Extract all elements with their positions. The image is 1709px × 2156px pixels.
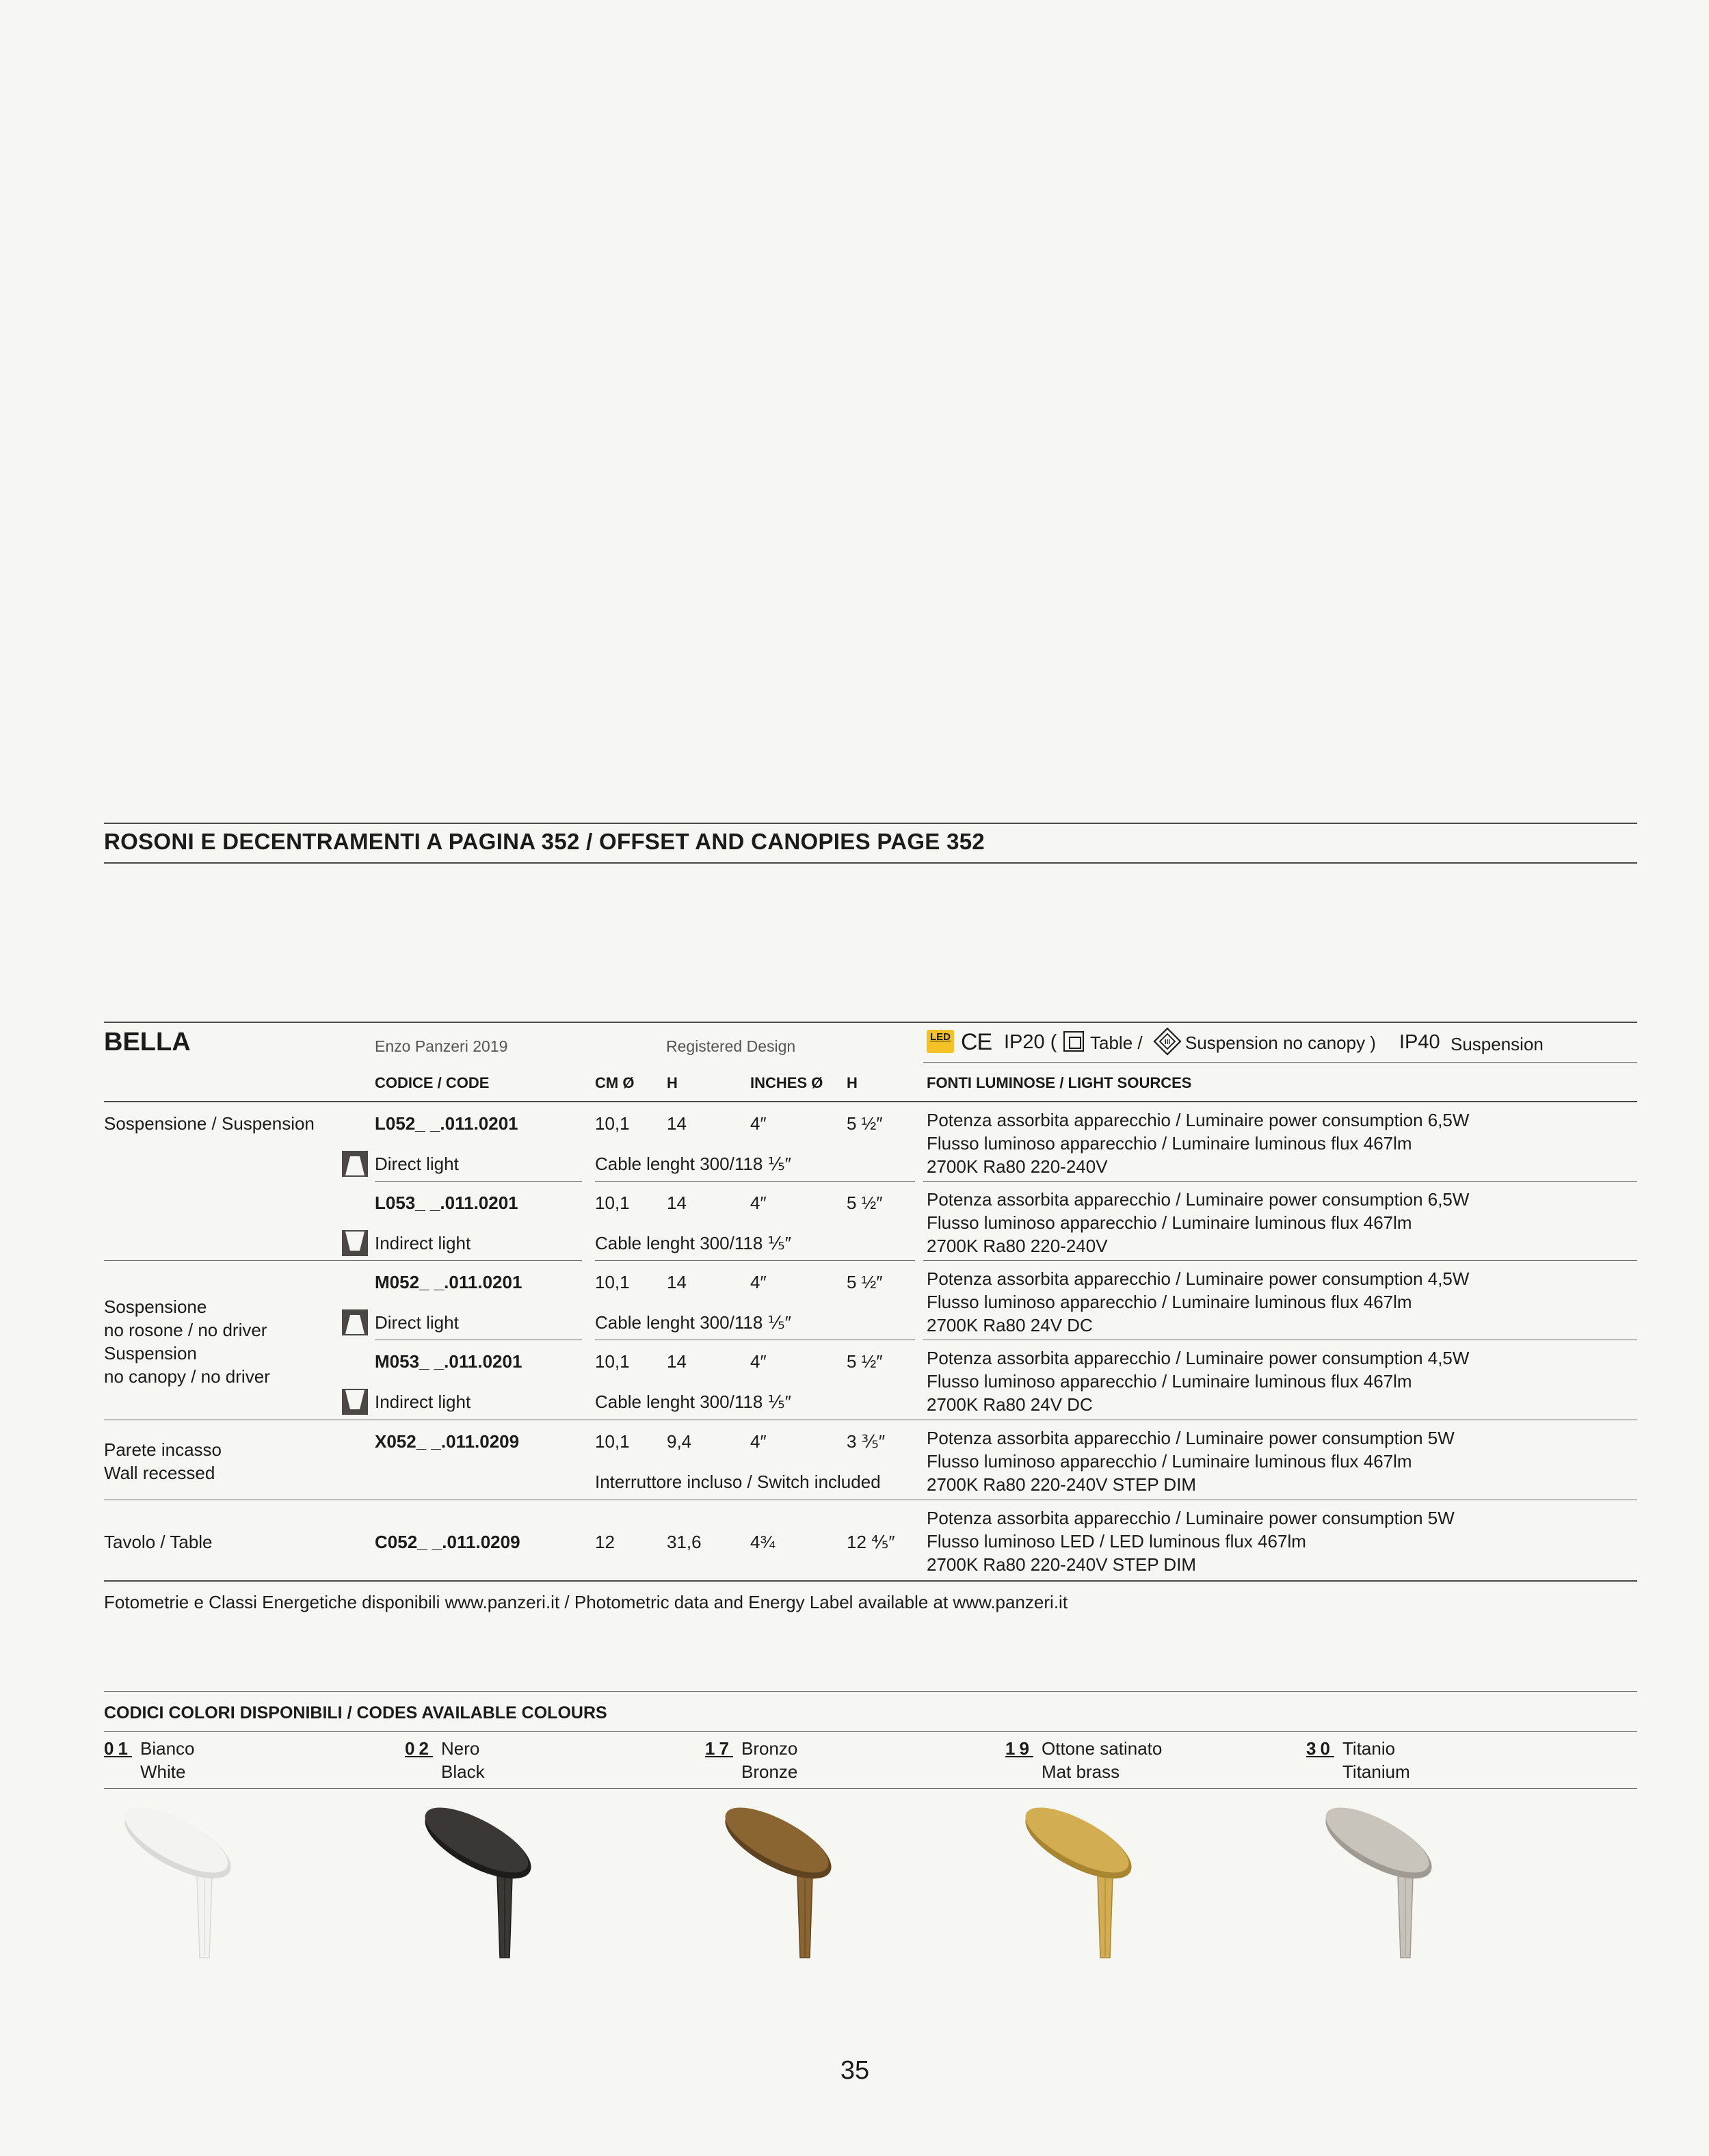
colour-name-brass: Ottone satinato Mat brass [1042, 1738, 1163, 1782]
registered-design: Registered Design [666, 1037, 796, 1055]
colour-code-titanium: 30 [1306, 1738, 1334, 1759]
light-source-info: Potenza assorbita apparecchio / Luminaire power consumption 5W Flusso luminoso LED / LED luminous flux 467lm 2700K Ra80 220-240V STEP DIM [927, 1508, 1455, 1575]
divider [923, 1260, 1637, 1261]
light-source-info: Potenza assorbita apparecchio / Luminaire power consumption 6,5W Flusso luminoso apparecchio / Luminaire luminous flux 467lm 2700K Ra80 220-240V [927, 1189, 1470, 1256]
colours-title: CODICI COLORI DISPONIBILI / CODES AVAILABLE COLOURS [104, 1703, 607, 1722]
h-value: 14 [667, 1272, 687, 1292]
colour-code-black: 02 [405, 1738, 433, 1759]
cm-value: 10,1 [595, 1431, 630, 1452]
inches-value: 4″ [750, 1351, 767, 1372]
product-name: BELLA [104, 1028, 191, 1056]
cable-note: Cable lenght 300/118 ⅕″ [595, 1392, 791, 1412]
divider [104, 1101, 1637, 1102]
divider [104, 1788, 1637, 1789]
page-number: 35 [840, 2056, 870, 2085]
divider [375, 1181, 582, 1182]
cm-value: 10,1 [595, 1193, 630, 1213]
ip40-suspension-label: Suspension [1450, 1034, 1544, 1054]
col-code: CODICE / CODE [375, 1074, 490, 1091]
light-source-info: Potenza assorbita apparecchio / Luminaire power consumption 6,5W Flusso luminoso apparecchio / Luminaire luminous flux 467lm 2700K Ra80 220-240V [927, 1110, 1470, 1177]
class-ii-icon [1063, 1031, 1084, 1052]
group-suspension-no-canopy: Sospensione no rosone / no driver Suspension no canopy / no driver [104, 1296, 270, 1387]
ce-mark: CE [961, 1029, 992, 1055]
cm-value: 10,1 [595, 1272, 630, 1292]
h-inches-value: 5 ½″ [847, 1351, 883, 1372]
cm-value: 12 [595, 1532, 615, 1552]
product-code: X052_ _.011.0209 [375, 1431, 520, 1452]
divider [923, 1181, 1637, 1182]
h-inches-value: 5 ½″ [847, 1113, 883, 1134]
group-table: Tavolo / Table [104, 1532, 213, 1552]
cable-note: Cable lenght 300/118 ⅕″ [595, 1312, 791, 1333]
divider [104, 1691, 1637, 1692]
colour-name-black: Nero Black [441, 1738, 485, 1782]
colour-name-titanium: Titanio Titanium [1342, 1738, 1410, 1782]
light-type: Direct light [375, 1154, 459, 1174]
lamp-swatch-titanium [1310, 1795, 1447, 1959]
group-wall-recessed: Parete incasso Wall recessed [104, 1439, 222, 1483]
h-value: 14 [667, 1193, 687, 1213]
divider [595, 1181, 915, 1182]
indirect-light-icon [342, 1230, 368, 1256]
col-light-sources: FONTI LUMINOSE / LIGHT SOURCES [927, 1074, 1192, 1091]
h-inches-value: 3 ⅗″ [847, 1431, 886, 1452]
inches-value: 4″ [750, 1272, 767, 1292]
direct-light-icon [342, 1151, 368, 1177]
divider [104, 1022, 1637, 1023]
group-suspension: Sospensione / Suspension [104, 1113, 315, 1134]
h-value: 9,4 [667, 1431, 692, 1452]
light-source-info: Potenza assorbita apparecchio / Luminaire power consumption 5W Flusso luminoso apparecchio / Luminaire luminous flux 467lm 2700K Ra80 220-240V STEP DIM [927, 1428, 1455, 1495]
inches-value: 4¾ [750, 1532, 776, 1552]
colour-code-white: 01 [104, 1738, 132, 1759]
inches-value: 4″ [750, 1113, 767, 1134]
colour-name-white: Bianco White [140, 1738, 195, 1782]
col-h-inches: H [847, 1074, 858, 1091]
divider [104, 1731, 1637, 1732]
product-code: L052_ _.011.0201 [375, 1113, 518, 1134]
ip20-label: IP20 ( [1004, 1031, 1057, 1053]
light-type: Indirect light [375, 1233, 471, 1253]
h-inches-value: 5 ½″ [847, 1272, 883, 1292]
divider [104, 1260, 582, 1261]
product-code: L053_ _.011.0201 [375, 1193, 518, 1213]
suspension-no-canopy-label: Suspension no canopy ) [1185, 1033, 1376, 1053]
light-type: Indirect light [375, 1392, 471, 1412]
switch-note: Interruttore incluso / Switch included [595, 1472, 881, 1492]
lamp-swatch-bronze [710, 1795, 847, 1959]
table-label: Table / [1090, 1033, 1143, 1053]
divider [104, 1580, 1637, 1582]
product-code: M053_ _.011.0201 [375, 1351, 522, 1372]
inches-value: 4″ [750, 1193, 767, 1213]
h-value: 31,6 [667, 1532, 702, 1552]
cable-note: Cable lenght 300/118 ⅕″ [595, 1154, 791, 1174]
h-value: 14 [667, 1113, 687, 1134]
light-source-info: Potenza assorbita apparecchio / Luminaire power consumption 4,5W Flusso luminoso apparecchio / Luminaire luminous flux 467lm 2700K Ra80 24V DC [927, 1268, 1470, 1335]
h-inches-value: 12 ⅘″ [847, 1532, 895, 1552]
light-type: Direct light [375, 1312, 459, 1333]
cm-value: 10,1 [595, 1351, 630, 1372]
designer: Enzo Panzeri 2019 [375, 1037, 508, 1055]
led-icon: LED [927, 1030, 954, 1053]
divider [923, 1062, 1637, 1063]
divider [104, 862, 1637, 864]
lamp-swatch-white [109, 1795, 246, 1959]
cable-note: Cable lenght 300/118 ⅕″ [595, 1233, 791, 1253]
product-code: M052_ _.011.0201 [375, 1272, 522, 1292]
photometric-footnote: Fotometrie e Classi Energetiche disponibili www.panzeri.it / Photometric data and Energy Label available at www.panzeri.it [104, 1592, 1068, 1612]
col-h: H [667, 1074, 678, 1091]
direct-light-icon [342, 1309, 368, 1335]
ip40-label: IP40 [1399, 1031, 1440, 1053]
offset-banner: ROSONI E DECENTRAMENTI A PAGINA 352 / OFFSET AND CANOPIES PAGE 352 [104, 829, 985, 854]
divider [595, 1260, 915, 1261]
lamp-swatch-brass [1010, 1795, 1147, 1959]
indirect-light-icon [342, 1389, 368, 1415]
divider [104, 823, 1637, 824]
col-cm: CM Ø [595, 1074, 635, 1091]
lamp-swatch-black [410, 1795, 546, 1959]
cm-value: 10,1 [595, 1113, 630, 1134]
light-source-info: Potenza assorbita apparecchio / Luminaire power consumption 4,5W Flusso luminoso apparecchio / Luminaire luminous flux 467lm 2700K Ra80 24V DC [927, 1348, 1470, 1415]
h-value: 14 [667, 1351, 687, 1372]
product-code: C052_ _.011.0209 [375, 1532, 520, 1552]
colour-code-bronze: 17 [705, 1738, 733, 1759]
colour-name-bronze: Bronzo Bronze [741, 1738, 798, 1782]
class-iii-icon [1153, 1027, 1182, 1056]
inches-value: 4″ [750, 1431, 767, 1452]
col-inches: INCHES Ø [750, 1074, 823, 1091]
h-inches-value: 5 ½″ [847, 1193, 883, 1213]
colour-code-brass: 19 [1005, 1738, 1033, 1759]
svg-text:III: III [1164, 1039, 1171, 1046]
